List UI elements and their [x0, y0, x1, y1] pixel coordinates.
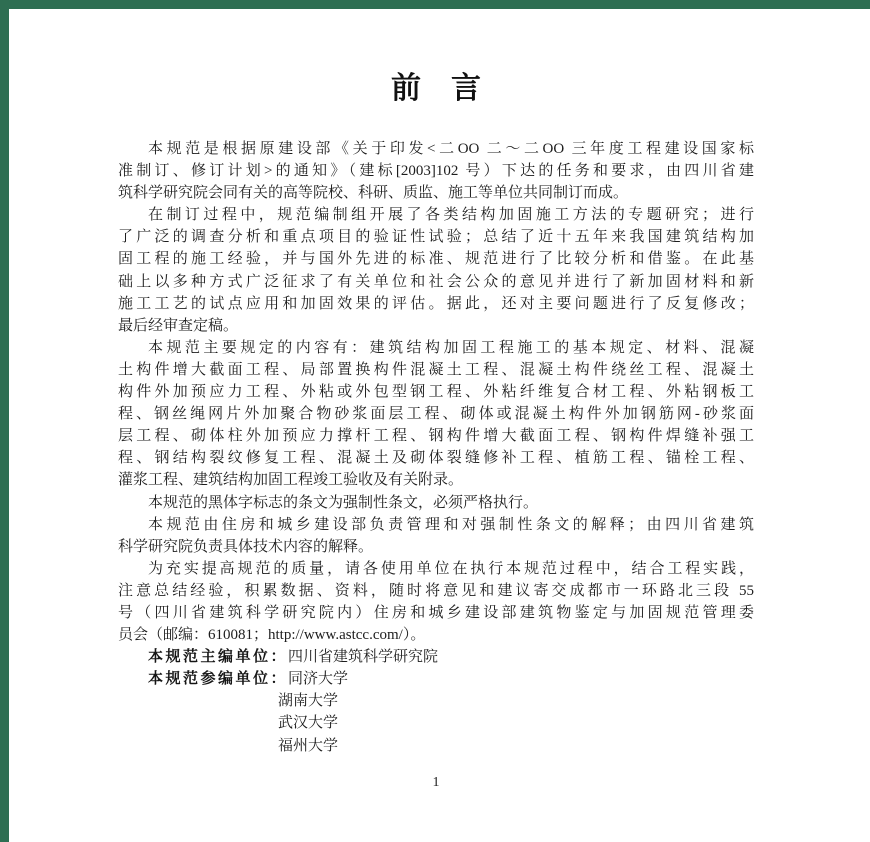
- participant-org: 同济大学: [288, 671, 349, 688]
- participant-editor-label: 本规范参编单位：: [148, 670, 289, 688]
- paragraph-line: 程、钢结构裂纹修复工程、混凝土及砌体裂缝修补工程、植筋工程、锚栓工程、: [118, 450, 754, 467]
- participant-org: 武汉大学: [278, 715, 339, 732]
- paragraph-line: 灌浆工程、建筑结构加固工程竣工验收及有关附录。: [118, 472, 464, 489]
- paragraph-line: 为充实提高规范的质量，请各使用单位在执行本规范过程中，结合工程实践，: [148, 560, 754, 577]
- paragraph-line: 号（四川省建筑科学研究院内）住房和城乡建设部建筑物鉴定与加固规范管理委: [118, 604, 754, 621]
- paragraph-line: 最后经审查定稿。: [118, 317, 239, 334]
- page-number: 1: [432, 775, 440, 790]
- participant-org: 福州大学: [278, 737, 339, 754]
- participant-editor-row: [118, 668, 754, 690]
- paragraph-line: 了广泛的调查分析和重点项目的验证性试验；总结了近十五年来我国建筑结构加: [118, 229, 754, 246]
- chief-editor-label: 本规范主编单位：: [148, 648, 289, 666]
- paragraph-line: 员会（邮编：610081；http://www.astcc.com/）。: [118, 627, 426, 644]
- paragraph-line: 层工程、砌体柱外加预应力撑杆工程、钢构件增大截面工程、钢构件焊缝补强工: [118, 428, 754, 445]
- canvas-edge-left: [0, 0, 9, 842]
- chief-editor-value: 四川省建筑科学研究院: [288, 649, 439, 666]
- page-title: 前 言: [391, 72, 481, 105]
- paragraph-line: 本规范是根据原建设部《关于印发<二OO 二～二OO 三年度工程建设国家标: [148, 141, 754, 157]
- chief-editor-row: [118, 646, 754, 668]
- paragraphs-container: [118, 138, 754, 646]
- paragraph-line: 本规范主要规定的内容有：建筑结构加固工程施工的基本规定、材料、混凝: [148, 339, 754, 356]
- paragraph-line: 在制订过程中，规范编制组开展了各类结构加固施工方法的专题研究；进行: [148, 207, 754, 224]
- paragraph-line: 施工工艺的试点应用和加固效果的评估。据此，还对主要问题进行了反复修改；: [118, 295, 754, 312]
- participant-org: 湖南大学: [278, 693, 339, 710]
- paragraph-line: 程、钢丝绳网片外加聚合物砂浆面层工程、砌体或混凝土构件外加钢筋网-砂浆面: [118, 406, 754, 423]
- paragraph-line: 土构件增大截面工程、局部置换构件混凝土工程、混凝土构件绕丝工程、混凝土: [118, 361, 754, 378]
- paragraph-line: 注意总结经验，积累数据、资料，随时将意见和建议寄交成都市一环路北三段 55: [118, 582, 754, 599]
- canvas-edge-top: [0, 0, 870, 9]
- paragraph-line: 本规范的黑体字标志的条文为强制性条文，必须严格执行。: [148, 494, 539, 511]
- paragraph-line: 筑科学研究院会同有关的高等院校、科研、质监、施工等单位共同制订而成。: [118, 185, 629, 202]
- paragraph-line: 固工程的施工经验，并与国外先进的标准、规范进行了比较分析和借鉴。在此基: [118, 251, 754, 268]
- paragraph-line: 本规范由住房和城乡建设部负责管理和对强制性条文的解释；由四川省建筑: [148, 516, 754, 533]
- paragraph-line: 构件外加预应力工程、外粘或外包型钢工程、外粘纤维复合材工程、外粘钢板工: [118, 384, 754, 401]
- paragraph-line: 科学研究院负责具体技术内容的解释。: [118, 538, 374, 555]
- document-body: [118, 138, 754, 757]
- paragraph-line: 准制订、修订计划>的通知》（建标[2003]102 号）下达的任务和要求，由四川省建: [118, 163, 754, 180]
- paragraph-line: 础上以多种方式广泛征求了有关单位和社会公众的意见并进行了新加固材料和新: [118, 273, 754, 290]
